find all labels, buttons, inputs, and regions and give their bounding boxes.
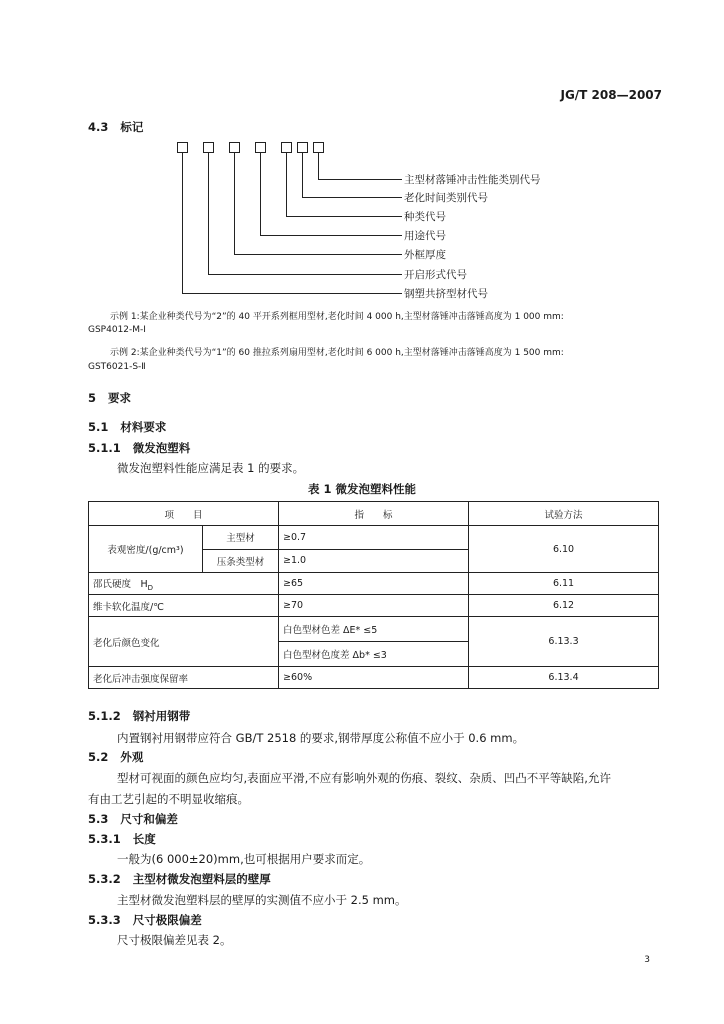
leader-vertical-7 [182,152,183,294]
section-title: 钢衬用钢带 [132,709,191,723]
table-row [89,617,659,642]
section-number: 5.3.2 [88,872,121,886]
table-row [89,573,659,595]
section-5-heading [88,390,131,406]
leader-vertical-1 [318,152,319,180]
section-5-3-heading [88,811,178,827]
hardness-subscript: D [147,583,154,592]
table-header-row [89,502,659,526]
aging-value-1: 白色型材色差 ΔE* ≤5 [279,617,469,642]
section-title: 要求 [108,391,132,405]
header-method: 试验方法 [469,502,659,526]
diagram-label-7: 钢塑共挤型材代号 [404,288,488,300]
leader-horizontal-1 [318,179,402,180]
diagram-label-1: 主型材落锤冲击性能类别代号 [404,174,541,186]
leader-vertical-4 [260,152,261,236]
example-1-text: 示例 1:某企业种类代号为“2”的 40 平开系列框用型材,老化时间 4 000 h,主型材落锤冲击落锤高度为 1 000 mm: [110,312,564,322]
section-title: 微发泡塑料 [132,441,191,455]
section-5-1-2-heading [88,708,190,724]
section-5-3-1-heading [88,831,156,847]
diagram-label-6: 开启形式代号 [404,269,467,281]
impact-label: 老化后冲击强度保留率 [89,667,279,689]
example-1-code: GSP4012-M-Ⅰ [88,325,146,335]
table-1-caption: 表 1 微发泡塑料性能 [307,482,416,496]
section-number: 5.1.1 [88,441,121,455]
section-5-3-1-body: 一般为(6 000±20)mm,也可根据用户要求而定。 [117,852,371,866]
aging-method: 6.13.3 [469,617,659,667]
section-title: 外观 [120,750,144,764]
aging-value-2: 白色型材色度差 Δb* ≤3 [279,642,469,667]
header-item: 项 目 [89,502,279,526]
vicat-method: 6.12 [469,595,659,617]
page-number: 3 [644,955,650,965]
section-5-3-2-heading [88,871,271,887]
density-main-sub: 主型材 [203,526,279,550]
table-row [89,526,659,550]
leader-vertical-6 [208,152,209,275]
density-label: 表观密度/(g/cm³) [89,526,203,573]
section-5-2-body-line-1: 型材可视面的颜色应均匀,表面应平滑,不应有影响外观的伤痕、裂纹、杂质、凹凸不平等缺陷,允许 [117,771,611,785]
hardness-method: 6.11 [469,573,659,595]
section-number: 5.1 [88,420,109,434]
vicat-label: 维卡软化温度/℃ [89,595,279,617]
vicat-value: ≥70 [279,595,469,617]
section-5-1-1-heading [88,440,190,456]
table-row [89,667,659,689]
diagram-label-2: 老化时间类别代号 [404,192,488,204]
section-5-3-3-body: 尺寸极限偏差见表 2。 [117,933,232,947]
section-number: 5.3.1 [88,832,121,846]
hardness-label [89,573,279,595]
standard-code: JG/T 208—2007 [560,88,662,102]
impact-method: 6.13.4 [469,667,659,689]
section-title: 尺寸极限偏差 [132,913,202,927]
density-press-sub: 压条类型材 [203,549,279,573]
leader-horizontal-5 [234,254,402,255]
section-5-1-heading [88,419,166,435]
section-5-3-2-body: 主型材微发泡塑料层的壁厚的实测值不应小于 2.5 mm。 [117,893,407,907]
density-press-value: ≥1.0 [279,549,469,573]
section-title: 尺寸和偏差 [120,812,178,826]
section-4-3-heading [88,119,143,135]
leader-horizontal-2 [302,197,402,198]
section-number: 5.3 [88,812,109,826]
diagram-label-4: 用途代号 [404,230,446,242]
section-title: 主型材微发泡塑料层的壁厚 [132,872,271,886]
section-5-3-3-heading [88,912,202,928]
diagram-label-3: 种类代号 [404,211,446,223]
section-title: 材料要求 [120,420,167,434]
impact-value: ≥60% [279,667,469,689]
hardness-value: ≥65 [279,573,469,595]
section-number: 5.2 [88,750,109,764]
section-number: 4.3 [88,120,109,134]
aging-label: 老化后颜色变化 [89,617,279,667]
header-index: 指 标 [279,502,469,526]
section-number: 5.1.2 [88,709,121,723]
section-title: 标记 [120,120,144,134]
section-5-2-body-line-2: 有由工艺引起的不明显收缩痕。 [88,792,249,806]
diagram-label-5: 外框厚度 [404,249,446,261]
hardness-label-text: 邵氏硬度 H [93,578,148,590]
leader-vertical-2 [302,152,303,198]
section-number: 5 [88,391,97,405]
density-main-value: ≥0.7 [279,526,469,550]
section-5-2-heading [88,749,143,765]
section-title: 长度 [132,832,156,846]
density-method: 6.10 [469,526,659,573]
leader-horizontal-6 [208,274,402,275]
leader-horizontal-3 [286,216,402,217]
leader-horizontal-7 [182,293,402,294]
leader-vertical-3 [286,152,287,217]
section-5-1-2-body: 内置钢衬用钢带应符合 GB/T 2518 的要求,钢带厚度公称值不应小于 0.6 mm。 [117,731,525,745]
leader-vertical-5 [234,152,235,255]
example-2-text: 示例 2:某企业种类代号为“1”的 60 推拉系列扇用型材,老化时间 6 000 h,主型材落锤冲击落锤高度为 1 500 mm: [110,348,564,358]
section-number: 5.3.3 [88,913,121,927]
example-2-code: GST6021-S-Ⅱ [88,362,146,372]
table-row [89,595,659,617]
section-5-1-1-body: 微发泡塑料性能应满足表 1 的要求。 [117,461,305,475]
leader-horizontal-4 [260,235,402,236]
table-1 [88,501,659,689]
